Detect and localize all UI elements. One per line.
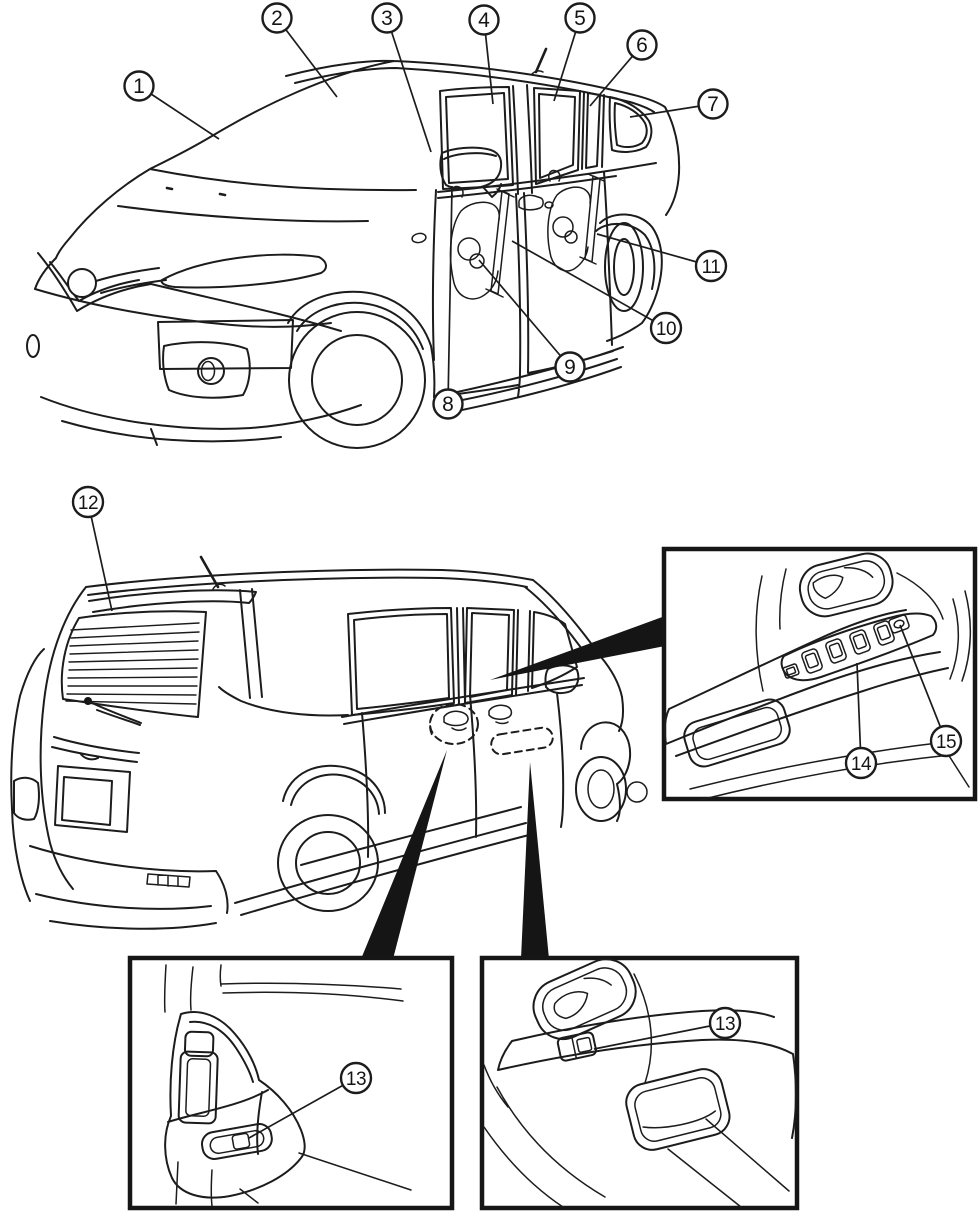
callout-7-number: 7	[707, 93, 719, 116]
callout-5-number: 5	[574, 7, 586, 30]
callout-2	[263, 4, 338, 98]
inset-driver-door-switch-panel	[664, 548, 975, 800]
headlight-shape	[162, 255, 326, 288]
callout-8-number: 8	[442, 393, 454, 416]
front-tire	[289, 312, 425, 448]
callout-10-number: 10	[655, 319, 677, 340]
tail-lamp	[14, 778, 39, 820]
front-rim-rearview	[588, 770, 614, 808]
fog-lamp-bulb	[202, 362, 215, 381]
rear-wheel-rim	[614, 239, 634, 295]
front-three-quarter-view	[27, 49, 679, 448]
callout-3-number: 3	[381, 7, 393, 30]
callout-4-number: 4	[478, 9, 490, 32]
callout-11-number: 11	[701, 257, 721, 278]
inset-pillar-switch	[130, 958, 452, 1208]
callout-9	[479, 260, 585, 382]
front-door-outer-handle-rearview	[489, 705, 511, 723]
rear-bumper-lines	[30, 846, 228, 929]
b-pillar	[513, 85, 532, 194]
front-regulator-motor	[458, 238, 480, 260]
callout-6	[590, 31, 657, 107]
rear-roof-antenna	[201, 557, 218, 587]
rear-tire-rearview	[278, 815, 378, 911]
license-plate-rear	[55, 766, 130, 832]
door-outer-handle	[519, 195, 543, 210]
callout-9-number: 9	[564, 356, 576, 379]
callout-1	[125, 72, 220, 140]
callout-14-number: 14	[850, 754, 872, 775]
callout-5	[554, 4, 595, 102]
roof-antenna-base	[532, 71, 543, 74]
callout-13-pillar-number: 13	[345, 1069, 367, 1090]
rear-wiper-arm	[88, 701, 141, 725]
brand-logo-icon	[68, 269, 96, 297]
liftgate-garnish	[52, 737, 139, 762]
callout-4	[470, 6, 499, 105]
rear-wheel-arch-rearview	[283, 766, 385, 814]
callout-3	[373, 4, 432, 153]
front-grille-lines	[38, 253, 166, 311]
dashed-highlight-door-switch-area	[490, 726, 554, 755]
glasshouse-front-door-window	[440, 87, 513, 189]
callout-8-leader	[448, 186, 452, 404]
side-turn-marker	[411, 232, 426, 243]
rear-three-quarter-view	[11, 557, 647, 929]
front-wheel-rim	[312, 335, 402, 425]
bodyside-and-door-lines	[433, 163, 656, 414]
pointer-arrow-to-pillar-switch-inset	[361, 750, 447, 959]
sliding-door-window-regulator	[548, 171, 604, 271]
inset-sliding-door-armrest-switch	[482, 951, 797, 1208]
callout-1-number: 1	[133, 75, 145, 98]
front-bumper-lines	[35, 284, 361, 445]
quarter-window	[610, 97, 652, 152]
bumper-reflector	[147, 874, 190, 887]
pointer-arrow-to-armrest-switch-inset	[521, 762, 549, 959]
fog-lamp-recess	[163, 342, 250, 398]
dashed-highlight-sliding-door-handle	[430, 704, 478, 744]
inset-box-bottom-right	[482, 958, 797, 1208]
callout-13-armrest-number: 13	[714, 1014, 736, 1035]
callout-3-leader	[387, 18, 431, 152]
sliding-regulator-motor	[553, 217, 573, 237]
callout-12-number: 12	[77, 493, 99, 514]
liftgate-spoiler	[89, 590, 256, 612]
callout-2-number: 2	[271, 7, 283, 30]
sliding-door-outer-handle	[444, 711, 468, 730]
callout-9-leader	[479, 260, 570, 367]
roof-antenna	[536, 49, 546, 72]
bumper-corner-cap	[627, 782, 647, 802]
callout-8	[434, 186, 463, 419]
front-wheel-arches	[288, 214, 662, 397]
callout-15-number: 15	[935, 732, 957, 753]
washer-nozzle-dots	[167, 188, 225, 195]
callout-6-number: 6	[636, 34, 648, 57]
rear-defogger-grid	[66, 623, 199, 704]
callout-7	[630, 90, 728, 119]
bumper-side-marker	[27, 335, 39, 357]
